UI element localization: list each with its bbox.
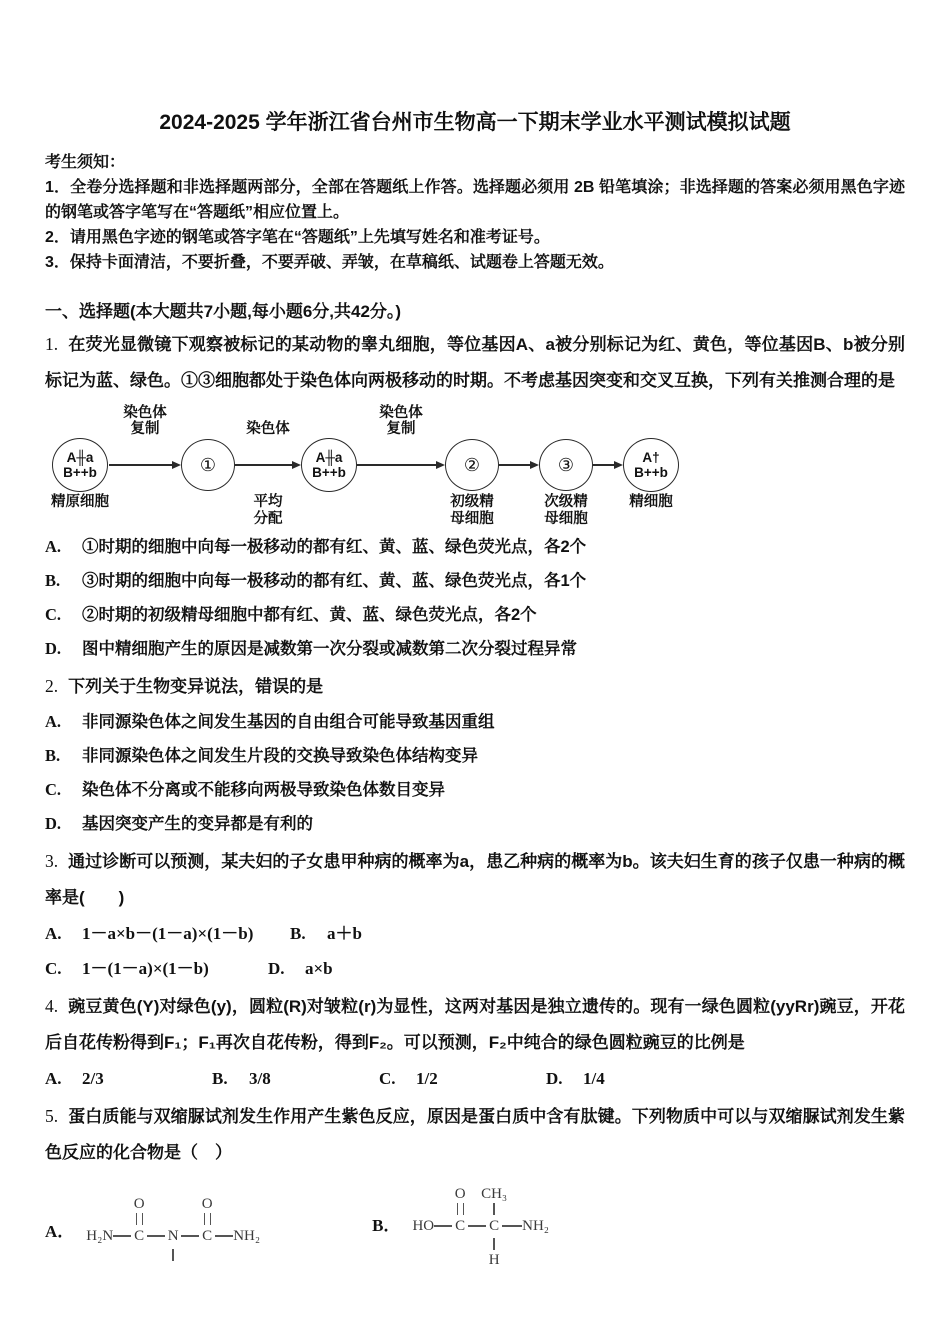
diagram-arrow-3: 染色体 复制 [357,403,445,528]
diagram-cell-2 [301,403,357,528]
option-c: C. 1/2 [379,1069,438,1088]
structure-b-label: B． [372,1216,401,1235]
question-1-options [45,530,905,666]
question-4-number: 4. [45,996,59,1016]
arrow-icon [109,461,181,469]
notice-item-2: 2．请用黑色字迹的钢笔或答字笔在“答题纸”上先填写姓名和准考证号。 [45,229,550,246]
structure-a-label: A． [45,1222,75,1241]
single-bond [493,1203,495,1215]
option-b: B. 3/8 [212,1069,271,1088]
cell-label: 精原细胞 [51,494,109,510]
option-d: D. 1/4 [546,1069,605,1088]
diagram-node-3: ③ 次级精 母细胞 [539,403,593,528]
structure-b [372,1185,549,1269]
question-3-options-row-1 [45,916,905,951]
option-d: D. 图中精细胞产生的原因是减数第一次分裂或减数第二次分裂过程异常 [45,639,577,658]
double-bond [204,1213,211,1225]
question-3-stem: 3. 通过诊断可以预测，某夫妇的子女患甲种病的概率为a，患乙种病的概率为b。该夫妇生育的孩子仅患一种病的概率是( ) [45,851,905,907]
question-4-stem: 4. 豌豆黄色(Y)对绿色(y)，圆粒(R)对皱粒(r)为显性，这两对基因是独立遗传的。现有一绿色圆粒(yyRr)豌豆，开花后自花传粉得到F₁；F₁再次自花传粉，得到F₂。可以预测，F₂中纯合的绿色圆粒豌豆的比例是 [45,996,905,1052]
diagram-arrow-5 [593,403,623,528]
diagram-arrow-4 [499,403,539,528]
question-3-number: 3. [45,851,59,871]
option-d: D. a×b [268,959,333,978]
numbered-circle-3: ③ [539,439,593,491]
option-b: B. a＋b [290,924,362,943]
arrow-icon [499,461,539,469]
spermatogenesis-diagram [51,403,905,528]
single-bond [147,1235,165,1237]
structure-b-formula: O CH₃ HO C C NH₂ H [412,1186,550,1268]
notice-item-1: 1．全卷分选择题和非选择题两部分，全部在答题纸上作答。选择题必须用 2B 铅笔填涂；非选择题的答案必须用黑色字迹的钢笔或答字笔写在“答题纸”相应位置上。 [45,179,905,221]
cell-circle: A╫a B++b [301,438,357,492]
question-2-options [45,705,905,841]
cell-circle: A† B++b [623,438,679,492]
arrow-icon [235,461,301,469]
option-d: D. 基因突变产生的变异都是有利的 [45,814,313,833]
option-c: C. ②时期的初级精母细胞中都有红、黄、蓝、绿色荧光点，各2个 [45,605,537,624]
single-bond [113,1235,131,1237]
question-1-stem: 1. 在荧光显微镜下观察被标记的某动物的睾丸细胞，等位基因A、a被分别标记为红、黄色，等位基因B、b被分别标记为蓝、绿色。①③细胞都处于染色体向两极移动的时期。不考虑基因突变和交叉互换，下列有关推测合理的是 [45,334,905,390]
single-bond [215,1235,233,1237]
single-bond [493,1238,495,1250]
diagram-cell-spermatogonium [51,403,109,528]
option-a: A. 1－a×b－(1－a)×(1－b) [45,924,254,943]
diagram-cell-spermatid [623,403,679,528]
cell-circle: A╫a B++b [52,438,108,492]
page-title: 2024-2025 学年浙江省台州市生物高一下期末学业水平测试模拟试题 [159,111,791,134]
structure-a-formula: O O H₂N C N C NH₂ [86,1195,260,1269]
option-c: C. 1－(1－a)×(1－b) [45,959,209,978]
structure-a [45,1185,260,1269]
option-a: A. ①时期的细胞中向每一极移动的都有红、黄、蓝、绿色荧光点，各2个 [45,537,587,556]
double-bond [136,1213,143,1225]
question-2-number: 2. [45,676,59,696]
question-2-stem: 2. 下列关于生物变异说法，错误的是 [45,676,324,696]
question-5-structures [45,1185,905,1269]
section-heading: 一、选择题(本大题共7小题,每小题6分,共42分。) [45,302,402,321]
question-5-number: 5. [45,1106,59,1126]
option-b: B. ③时期的细胞中向每一极移动的都有红、黄、蓝、绿色荧光点，各1个 [45,571,587,590]
option-a: A. 非同源染色体之间发生基因的自由组合可能导致基因重组 [45,712,495,731]
single-bond [502,1225,522,1227]
arrow-icon [593,461,623,469]
option-c: C. 染色体不分离或不能移向两极导致染色体数目变异 [45,780,445,799]
option-a: A. 2/3 [45,1069,104,1088]
double-bond [457,1203,464,1215]
arrow-icon [357,461,445,469]
diagram-arrow-1: 染色体 复制 [109,403,181,528]
single-bond [172,1249,174,1261]
numbered-circle-2: ② [445,439,499,491]
question-4-options [45,1061,905,1096]
cell-label: 精细胞 [629,494,673,510]
single-bond [468,1225,486,1227]
notice-item-3: 3．保持卡面清洁，不要折叠，不要弄破、弄皱，在草稿纸、试题卷上答题无效。 [45,254,614,271]
notice-heading: 考生须知： [45,154,126,171]
question-1-number: 1. [45,334,59,354]
diagram-node-1 [181,403,235,528]
numbered-circle-1: ① [181,439,235,491]
question-3-options-row-2 [45,951,905,986]
diagram-arrow-2: 染色体 平均 分配 [235,403,301,528]
single-bond [181,1235,199,1237]
option-b: B. 非同源染色体之间发生片段的交换导致染色体结构变异 [45,746,478,765]
question-5-stem: 5. 蛋白质能与双缩脲试剂发生作用产生紫色反应，原因是蛋白质中含有肽键。下列物质中可以与双缩脲试剂发生紫色反应的化合物是（ ） [45,1106,905,1162]
single-bond [434,1225,452,1227]
diagram-node-2: ② 初级精 母细胞 [445,403,499,528]
